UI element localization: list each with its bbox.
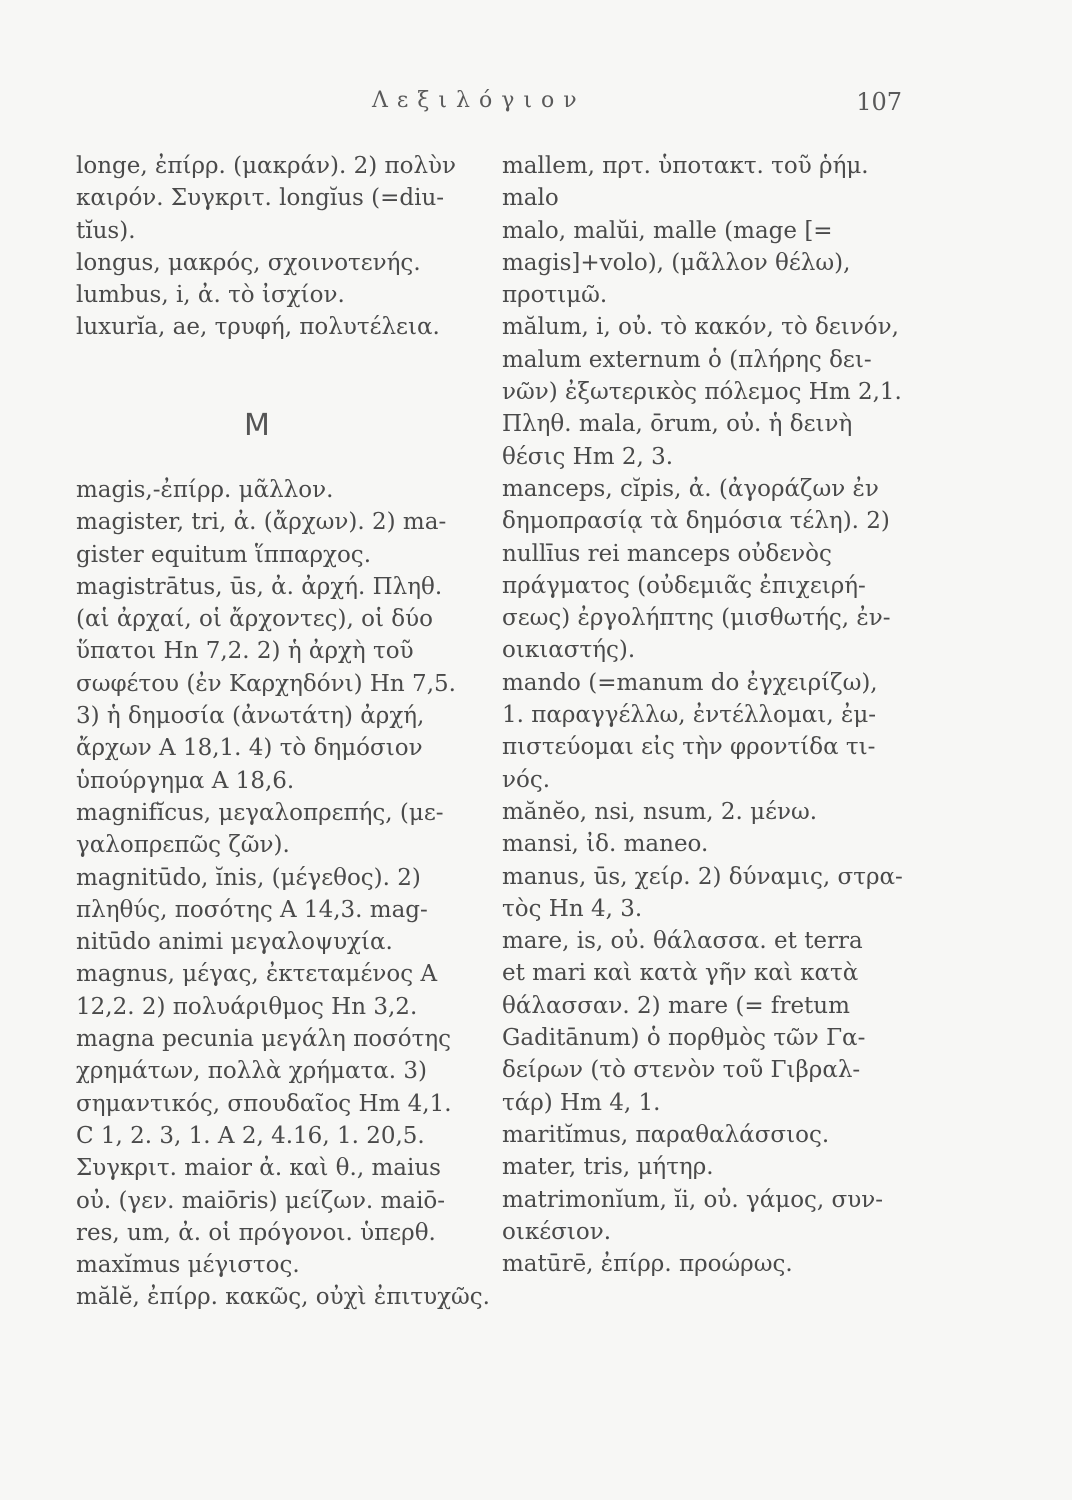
dictionary-line: τάρ) Hm 4, 1.	[502, 1089, 661, 1116]
dictionary-line: magna pecunia μεγάλη ποσότης	[76, 1026, 452, 1053]
dictionary-line: Gaditānum) ὁ πορθμὸς τῶν Γα-	[502, 1025, 866, 1052]
dictionary-line: longe, ἐπίρρ. (μακράν). 2) πολὺν	[76, 153, 456, 179]
dictionary-line: οὐ. (γεν. maiōris) μείζων. maiō-	[76, 1187, 446, 1214]
dictionary-line: magistrātus, ūs, ἀ. ἀρχή. Πληθ.	[76, 573, 443, 600]
dictionary-line: matrimonĭum, ĭi, οὐ. γάμος, συν-	[502, 1186, 883, 1213]
dictionary-line: σημαντικός, σπουδαῖος Hm 4,1.	[76, 1090, 452, 1117]
dictionary-line: 1. παραγγέλλω, ἐντέλλομαι, ἐμ-	[502, 702, 877, 729]
dictionary-line: mănĕo, nsi, nsum, 2. μένω.	[502, 798, 818, 825]
dictionary-line: maritĭmus, παραθαλάσσιος.	[502, 1121, 830, 1148]
dictionary-line: οικέσιον.	[502, 1218, 612, 1245]
dictionary-line: magnitūdo, ĭnis, (μέγεθος). 2)	[76, 864, 421, 891]
dictionary-line: mansi, ἰδ. maneo.	[502, 831, 709, 858]
dictionary-line: ὑπούργημα A 18,6.	[76, 767, 295, 794]
dictionary-line: res, um, ἀ. οἱ πρόγονοι. ὑπερθ.	[76, 1219, 436, 1246]
dictionary-line: δείρων (τὸ στενὸν τοῦ Γιβραλ-	[502, 1057, 861, 1084]
dictionary-line: manceps, cĭpis, ἀ. (ἀγοράζων ἐν	[502, 475, 879, 502]
dictionary-line: (αἱ ἀρχαί, οἱ ἄρχοντες), οἱ δύο	[76, 606, 433, 633]
dictionary-line: mallem, πρτ. ὑποτακτ. τοῦ ῥήμ.	[502, 153, 869, 179]
dictionary-line: mare, is, οὐ. θάλασσα. et terra	[502, 928, 863, 955]
dictionary-line: ἄρχων A 18,1. 4) τὸ δημόσιον	[76, 735, 423, 762]
dictionary-line: δημοπρασίᾳ τὰ δημόσια τέλη). 2)	[502, 508, 890, 535]
dictionary-line: nullīus rei manceps οὐδενὸς	[502, 540, 832, 567]
dictionary-line: magnus, μέγας, ἐκτεταμένος A	[76, 961, 438, 988]
dictionary-line: mălum, i, οὐ. τὸ κακόν, τὸ δεινόν,	[502, 314, 899, 341]
dictionary-line: καιρόν. Συγκριτ. longĭus (=diu-	[76, 185, 445, 212]
dictionary-line: luxurĭa, ae, τρυφή, πολυτέλεια.	[76, 314, 440, 341]
left-column-top-entries	[76, 150, 456, 344]
dictionary-line: maxĭmus μέγιστος.	[76, 1252, 300, 1279]
dictionary-line: magis]+volo), (μᾶλλον θέλω),	[502, 249, 851, 276]
dictionary-line: 12,2. 2) πολυάριθμος Hn 3,2.	[76, 993, 418, 1020]
dictionary-line: Πληθ. mala, ōrum, οὐ. ἡ δεινὴ	[502, 411, 853, 438]
dictionary-line: magister, tri, ἀ. (ἄρχων). 2) ma-	[76, 509, 447, 536]
dictionary-line: πράγματος (οὐδεμιᾶς ἐπιχειρή-	[502, 572, 866, 599]
left-column-bottom-entries	[76, 474, 490, 1314]
dictionary-line: σεως) ἐργολήπτης (μισθωτής, ἐν-	[502, 605, 891, 632]
dictionary-line: χρημάτων, πολλὰ χρήματα. 3)	[76, 1058, 427, 1085]
page-header	[0, 88, 1072, 128]
dictionary-line: nitūdo animi μεγαλοψυχία.	[76, 929, 393, 956]
dictionary-line: gister equitum ἵππαρχος.	[76, 541, 372, 568]
letter-section-heading: M	[244, 408, 270, 443]
dictionary-line: magnifĭcus, μεγαλοπρεπής, (με-	[76, 799, 444, 826]
dictionary-line: mando (=manum do ἐγχειρίζω),	[502, 669, 878, 696]
dictionary-line: πιστεύομαι εἰς τὴν φροντίδα τι-	[502, 734, 876, 761]
dictionary-line: ὕπατοι Hn 7,2. 2) ἡ ἀρχὴ τοῦ	[76, 638, 414, 665]
dictionary-line: θέσις Hm 2, 3.	[502, 443, 674, 470]
dictionary-line: tĭus).	[76, 217, 136, 244]
dictionary-line: manus, ūs, χείρ. 2) δύναμις, στρα-	[502, 863, 903, 890]
dictionary-line: lumbus, i, ἀ. τὸ ἰσχίον.	[76, 282, 345, 309]
right-column	[502, 150, 912, 1280]
dictionary-line: Συγκριτ. maior ἀ. καὶ θ., maius	[76, 1155, 441, 1182]
dictionary-line: longus, μακρός, σχοινοτενής.	[76, 249, 421, 276]
dictionary-line: et mari καὶ κατὰ γῆν καὶ κατὰ	[502, 960, 859, 987]
dictionary-line: σωφέτου (ἐν Καρχηδόνι) Hn 7,5.	[76, 670, 456, 697]
dictionary-line: πληθύς, ποσότης A 14,3. mag-	[76, 896, 428, 923]
dictionary-line: magis,-ἐπίρρ. μᾶλλον.	[76, 477, 334, 503]
dictionary-line: νός.	[502, 766, 551, 793]
dictionary-line: προτιμῶ.	[502, 282, 608, 309]
dictionary-line: 3) ἡ δημοσία (ἀνωτάτη) ἀρχή,	[76, 703, 425, 730]
dictionary-line: mălĕ, ἐπίρρ. κακῶς, οὐχὶ ἐπιτυχῶς.	[76, 1284, 490, 1311]
dictionary-line: malo, malŭi, malle (mage [=	[502, 217, 833, 244]
page-number: 107	[856, 88, 902, 116]
dictionary-line: mater, tris, μήτηρ.	[502, 1154, 714, 1181]
dictionary-line: C 1, 2. 3, 1. A 2, 4.16, 1. 20,5.	[76, 1122, 425, 1149]
dictionary-line: matūrē, ἐπίρρ. προώρως.	[502, 1251, 793, 1278]
dictionary-line: θάλασσαν. 2) mare (= fretum	[502, 992, 850, 1019]
dictionary-line: οικιαστής).	[502, 637, 636, 664]
running-title: Λεξιλόγιον	[372, 88, 586, 113]
dictionary-line: malo	[502, 185, 559, 212]
dictionary-line: malum externum ὁ (πλήρης δει-	[502, 346, 872, 373]
dictionary-line: γαλοπρεπῶς ζῶν).	[76, 832, 290, 859]
dictionary-line: τὸς Hn 4, 3.	[502, 895, 643, 922]
dictionary-line: νῶν) ἐξωτερικὸς πόλεμος Hm 2,1.	[502, 379, 902, 406]
